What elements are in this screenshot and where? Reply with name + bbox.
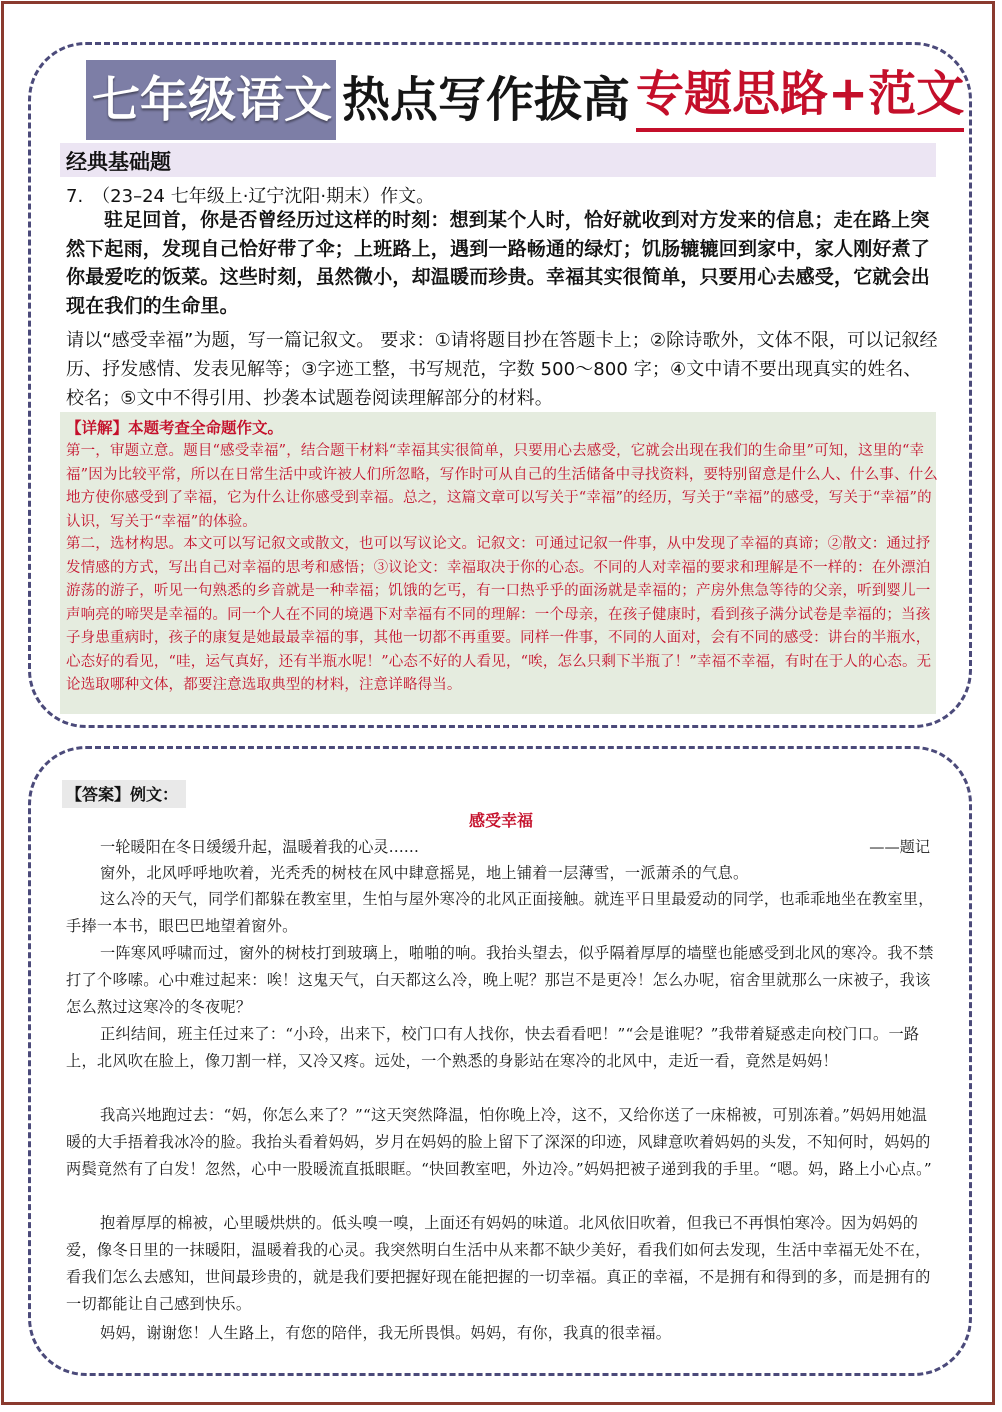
title-highlight: 专题思路+范文 xyxy=(636,60,964,132)
analysis-heading: 【详解】本题考查全命题作文。 xyxy=(66,419,284,437)
essay-paragraph: 窗外，北风呼呼地吹着，光秃秃的树枝在风中肆意摇晃，地上铺着一层薄雪，一派萧杀的气息。 xyxy=(100,864,749,882)
page-title xyxy=(86,60,964,140)
essay-paragraph: 这么冷的天气，同学们都躲在教室里，生怕与屋外寒冷的北风正面接触。就连平日里最爱动的同学，也乖乖地坐在教室里，手捧一本书，眼巴巴地望着窗外。 xyxy=(66,890,934,935)
essay-epigraph: 一轮暖阳在冬日缓缓升起，温暖着我的心灵…… xyxy=(100,838,419,856)
analysis-paragraph: 第一，审题立意。题目“感受幸福”，结合题干材料“幸福其实很简单，只要用心去感受，它就会出现在我们的生命里”可知，这里的“幸福”因为比较平常，所以在日常生活中或许被人们所忽略，写作时可从自己的生活储备中寻找资料，要特别留意是什么人、什么事、什么地方使你感受到了幸福，它为什么让你感受到幸福。总之，这篇文章可以写关于“幸福”的经历，写关于“幸福”的感受，写关于“幸福”的认识，写关于“幸福”的体验。 xyxy=(66,443,938,530)
essay-paragraph: 一阵寒风呼啸而过，窗外的树枝打到玻璃上，啪啪的响。我抬头望去，似乎隔着厚厚的墙壁也能感受到北风的寒冷。我不禁打了个哆嗦。心中难过起来：唉！这鬼天气，白天都这么冷，晚上呢？那岂不是更冷！怎么办呢，宿舍里就那么一床被子，我该怎么熬过这寒冷的冬夜呢？ xyxy=(66,944,934,1016)
title-grade-label: 七年级语文 xyxy=(86,60,336,140)
question-requirement: 请以“感受幸福”为题，写一篇记叙文。 要求：①请将题目抄在答题卡上；②除诗歌外，文体不限，可以记叙经历、抒发感情、发表见解等；③字迹工整，书写规范，字数 500～800 字；④文中请不要出现真实的姓名、校名；⑤文中不得引用、抄袭本试题卷阅读理解部分的材料。 xyxy=(66,330,938,409)
question-number: 7. （23–24 七年级上·辽宁沈阳·期末）作文。 xyxy=(66,186,435,207)
title-main: 热点写作拔高 xyxy=(342,72,631,128)
essay-epigraph-signature: ——题记 xyxy=(869,838,930,856)
answer-heading: 【答案】例文： xyxy=(66,785,179,804)
section-title-bar xyxy=(60,143,936,177)
analysis-paragraph: 第二，选材构思。本文可以写记叙文或散文，也可以写议论文。记叙文：可通过记叙一件事，从中发现了幸福的真谛；②散文：通过抒发情感的方式，写出自己对幸福的思考和感悟；③议论文：幸福取决于你的心态。不同的人对幸福的要求和理解是不一样的：在外漂泊游荡的游子，听见一句熟悉的乡音就是一种幸福；饥饿的乞丐，有一口热乎乎的面汤就是幸福的；产房外焦急等待的父亲，听到婴儿一声响亮的啼哭是幸福的。同一个人在不同的境遇下对幸福有不同的理解：一个母亲，在孩子健康时，看到孩子满分试卷是幸福的；当孩子身患重病时，孩子的康复是她最最幸福的事，其他一切都不再重要。同样一件事，不同的人面对，会有不同的感受：讲台的半瓶水，心态好的看见，“哇，运气真好，还有半瓶水呢！”心态不好的人看见，“唉，怎么只剩下半瓶了！”幸福不幸福，有时在于人的心态。无论选取哪种文体，都要注意选取典型的材料，注意详略得当。 xyxy=(66,536,932,693)
section-title: 经典基础题 xyxy=(66,150,171,174)
essay-paragraph: 正纠结间，班主任过来了：“小玲，出来下，校门口有人找你，快去看看吧！”“会是谁呢？”我带着疑惑走向校门口。一路上，北风吹在脸上，像刀割一样，又冷又疼。远处，一个熟悉的身影站在寒冷的北风中，走近一看，竟然是妈妈！ xyxy=(66,1025,920,1070)
essay-paragraph: 抱着厚厚的棉被，心里暖烘烘的。低头嗅一嗅，上面还有妈妈的味道。北风依旧吹着，但我已不再惧怕寒冷。因为妈妈的爱，像冬日里的一抹暖阳，温暖着我的心灵。我突然明白生活中从来都不缺少美好，看我们如何去发现，生活中幸福无处不在，看我们怎么去感知，世间最珍贵的，就是我们要把握好现在能把握的一切幸福。真正的幸福，不是拥有和得到的多，而是拥有的一切都能让自己感到快乐。 xyxy=(66,1214,931,1313)
question-prompt: 驻足回首，你是否曾经历过这样的时刻：想到某个人时，恰好就收到对方发来的信息；走在路上突然下起雨，发现自己恰好带了伞；上班路上，遇到一路畅通的绿灯；饥肠辘辘回到家中，家人刚好煮了你最爱吃的饭菜。这些时刻，虽然微小，却温暖而珍贵。幸福其实很简单，只要用心去感受，它就会出现在我们的生命里。 xyxy=(66,209,931,317)
essay-paragraph: 我高兴地跑过去：“妈，你怎么来了？”“这天突然降温，怕你晚上冷，这不，又给你送了一床棉被，可别冻着。”妈妈用她温暖的大手捂着我冰冷的脸。我抬头看着妈妈，岁月在妈妈的脸上留下了深深的印迹，风肆意吹着妈妈的头发，不知何时，妈妈的两鬓竟然有了白发！忽然，心中一股暖流直抵眼眶。“快回教室吧，外边冷。”妈妈把被子递到我的手里。“嗯。妈，路上小心点。” xyxy=(66,1106,932,1178)
essay-paragraph: 妈妈，谢谢您！人生路上，有您的陪伴，我无所畏惧。妈妈，有你，我真的很幸福。 xyxy=(100,1324,672,1342)
essay-title: 感受幸福 xyxy=(468,811,533,830)
